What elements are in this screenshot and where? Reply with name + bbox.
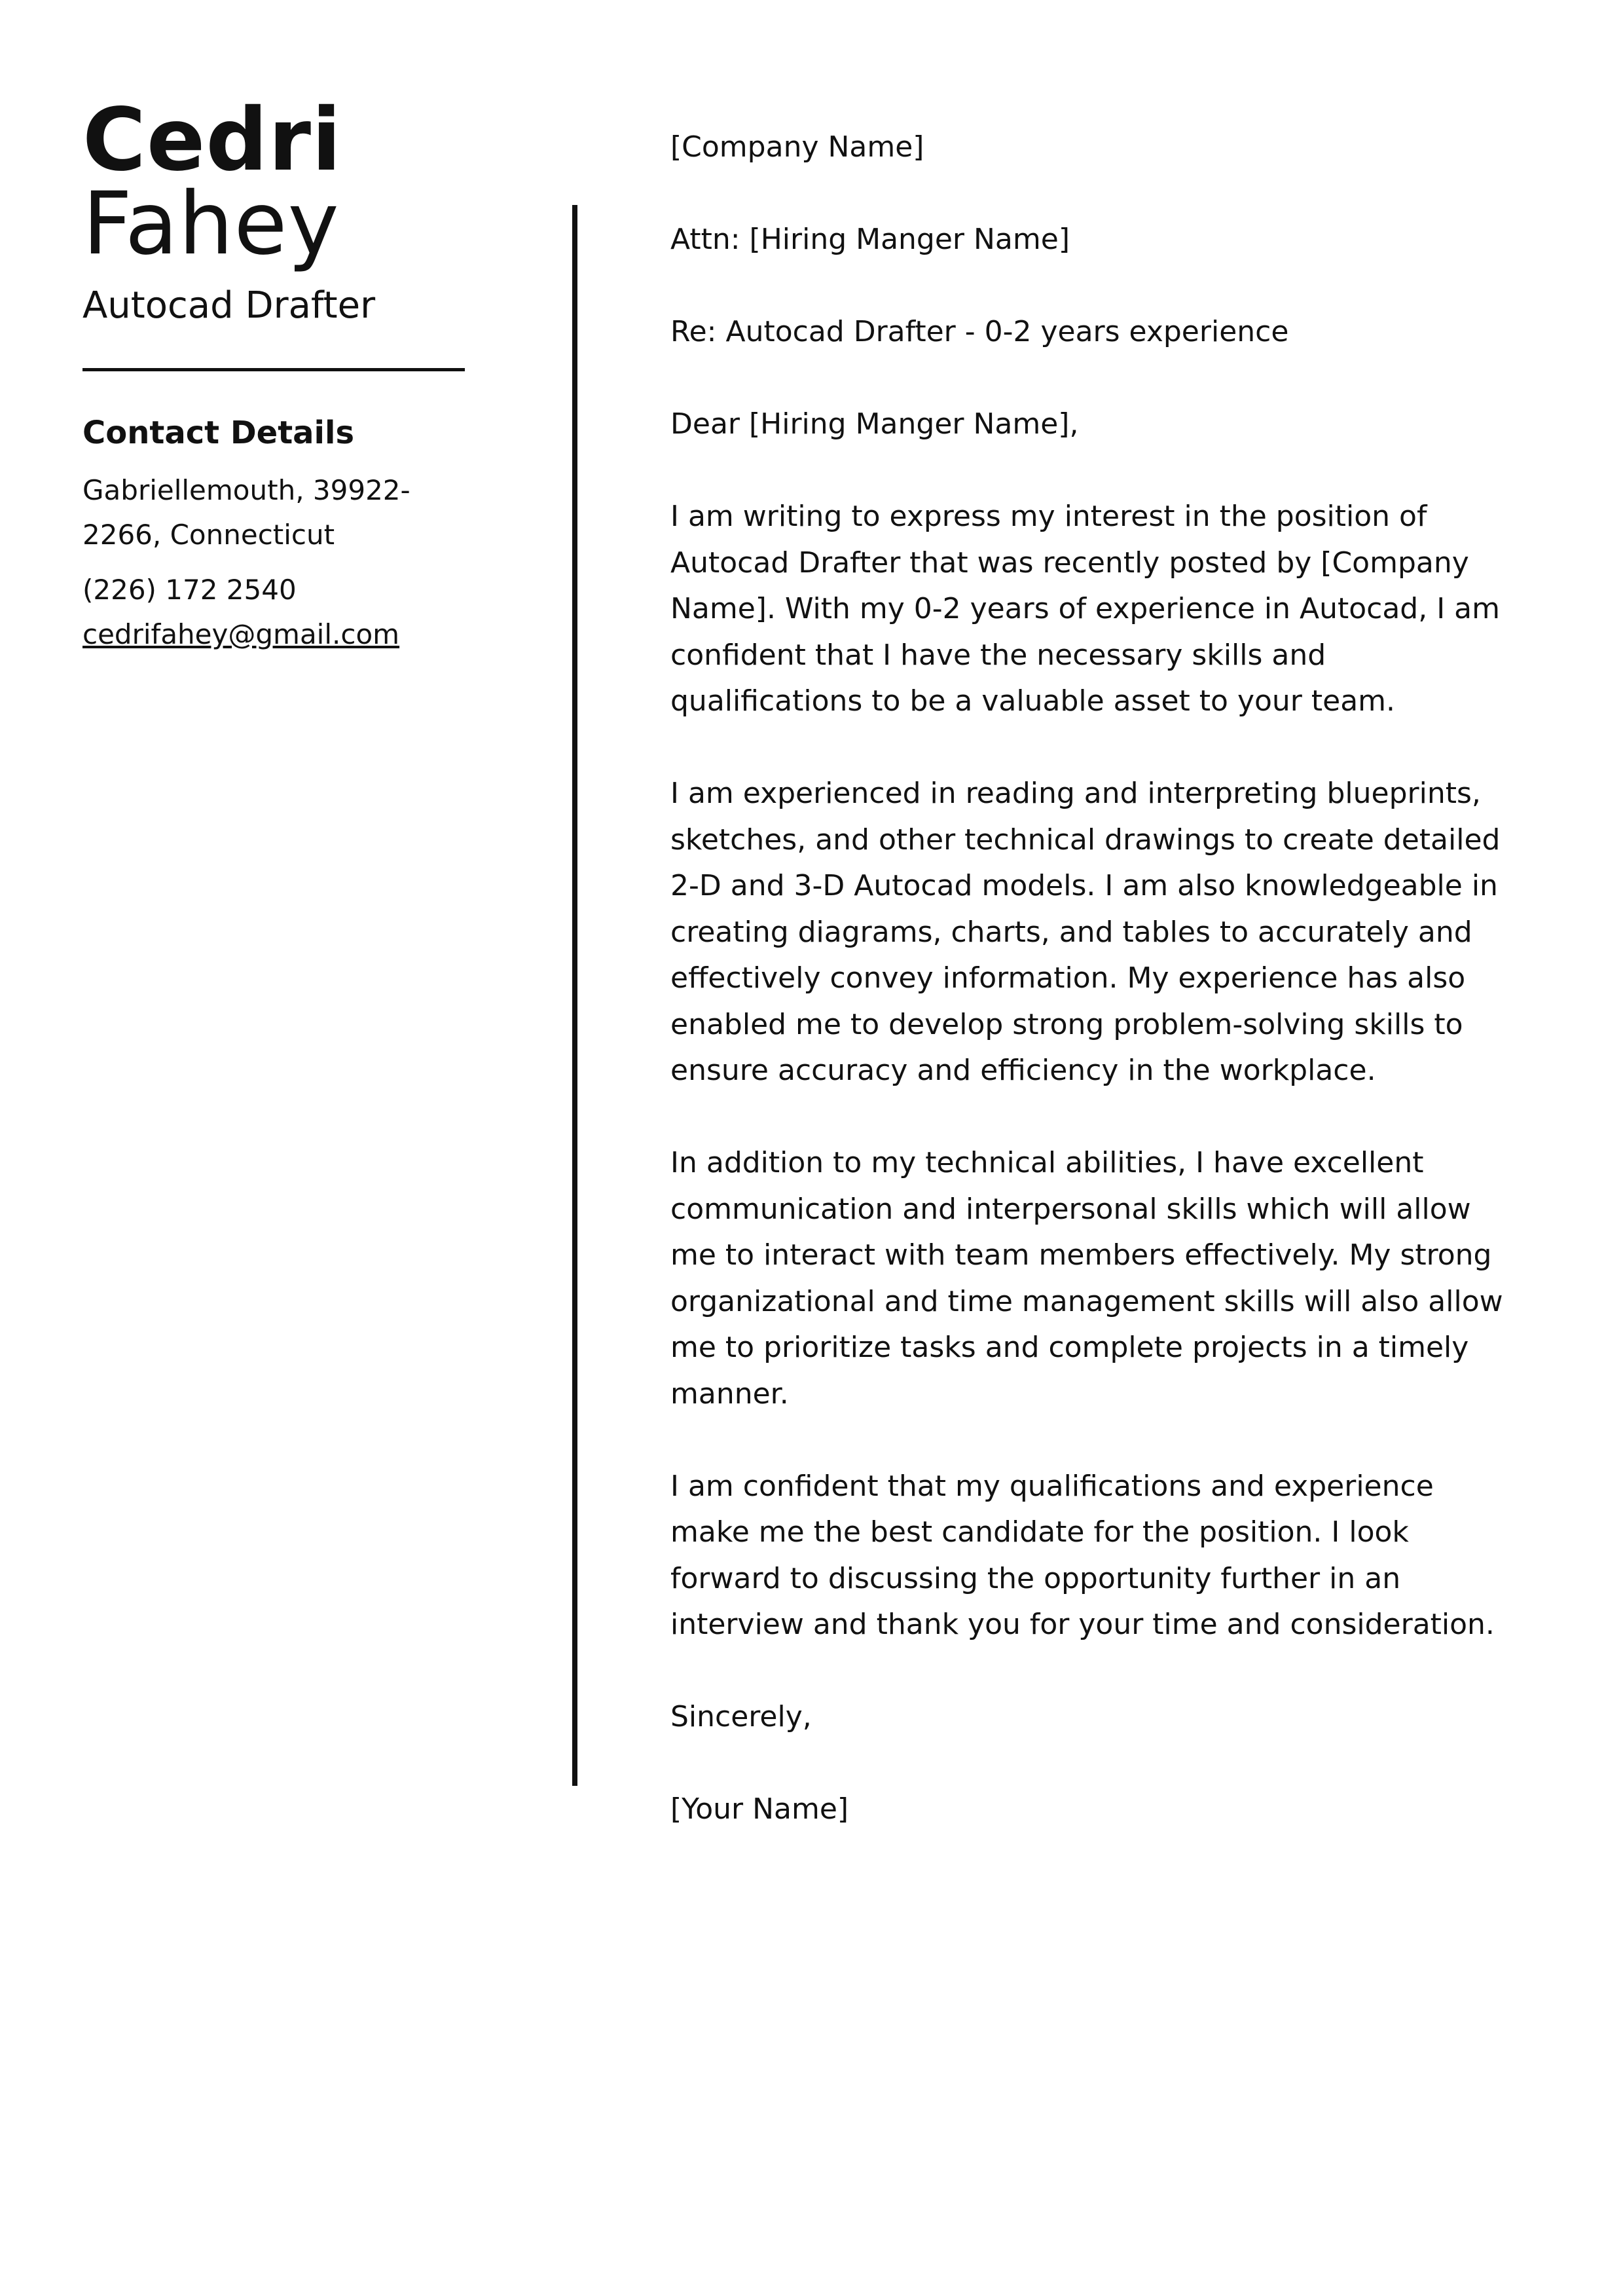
letter-salutation: Dear [Hiring Manger Name], [670,407,1079,441]
letter-subject: Re: Autocad Drafter - 0-2 years experience [670,315,1289,348]
contact-address: Gabriellemouth, 39922-2266, Connecticut [82,474,410,551]
letter-paragraph: I am writing to express my interest in the position of Autocad Drafter that was recently posted by [Company Name]. With my 0-2 years of experience in Autocad, I am confident that I have the necessary skills and qualifications to be a valuable asset to your team. [670,500,1500,718]
sidebar-divider [82,368,465,371]
contact-email-link[interactable]: cedrifahey@gmail.com [82,618,400,650]
job-title: Autocad Drafter [82,284,376,327]
letter-closing: Sincerely, [670,1700,812,1733]
first-name: Cedri [82,90,342,191]
letter-body [670,124,1522,1879]
last-name: Fahey [82,174,340,274]
letter-signature: [Your Name] [670,1792,849,1826]
sidebar [82,90,475,657]
letter-paragraph: I am confident that my qualifications and experience make me the best candidate for the position. I look forward to discussing the opportunity further in an interview and thank you for your time and consideration. [670,1469,1495,1641]
contact-phone: (226) 172 2540 [82,574,297,606]
column-divider [572,205,577,1786]
letter-paragraph: I am experienced in reading and interpreting blueprints, sketches, and other technical drawings to create detailed 2-D and 3-D Autocad models. I am also knowledgeable in creating diagrams, charts, and tables to accurately and effectively convey information. My experience has also enabled me to develop strong problem-solving skills to ensure accuracy and efficiency in the workplace. [670,777,1501,1087]
letter-paragraph: In addition to my technical abilities, I have excellent communication and interpersonal skills which will allow me to interact with team members effectively. My strong organizational and time management skills will also allow me to prioritize tasks and complete projects in a timely manner. [670,1146,1503,1411]
contact-heading: Contact Details [82,415,355,451]
letter-company: [Company Name] [670,130,924,164]
letter-attn: Attn: [Hiring Manger Name] [670,223,1070,256]
